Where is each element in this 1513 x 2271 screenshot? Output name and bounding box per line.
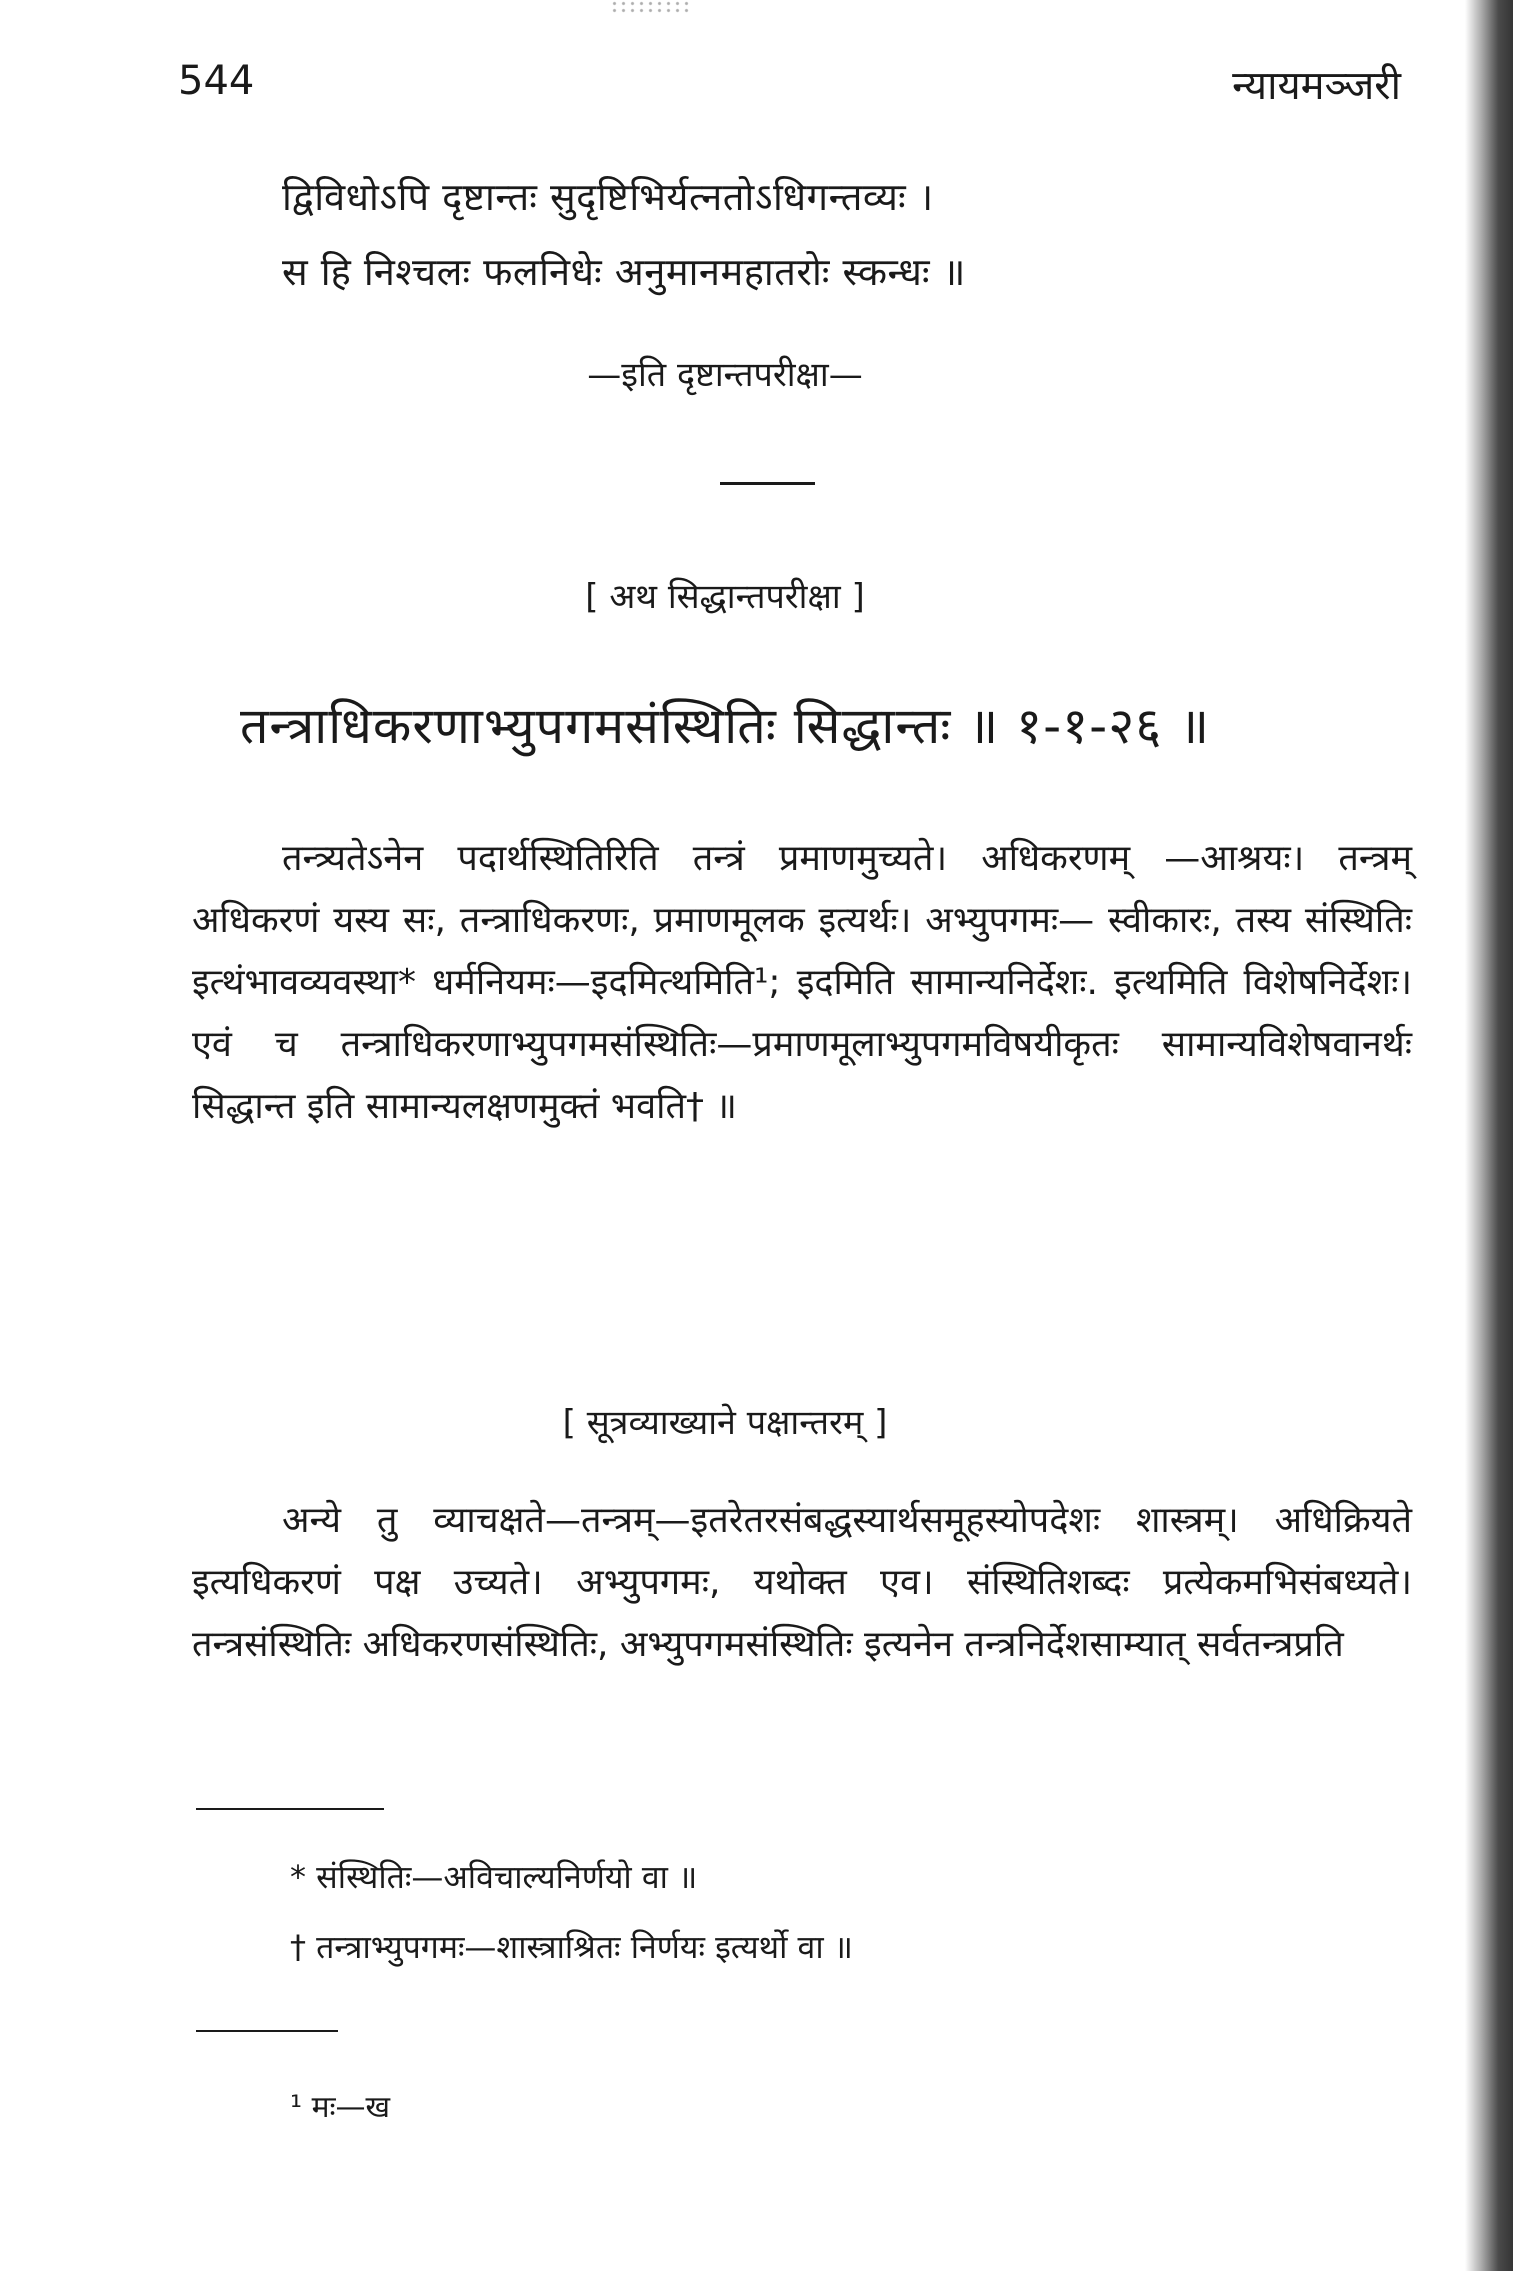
footnote-rule <box>196 1808 384 1810</box>
commentary-paragraph-2 <box>192 1490 1412 1676</box>
verse-line-2: स हि निश्चलः फलनिधेः अनुमानमहातरोः स्कन्धः ॥ <box>282 250 966 294</box>
running-title: न्यायमञ्जरी <box>1232 63 1401 109</box>
section-heading: [ अथ सिद्धान्तपरीक्षा ] <box>585 577 865 617</box>
footnote-dagger: † तन्त्राभ्युपगमः—शास्त्राश्रितः निर्णयः इत्यर्थो वा ॥ <box>290 1928 853 1966</box>
page-number: 544 <box>178 58 255 104</box>
verse-line-1: द्विविधोऽपि दृष्टान्तः सुदृष्टिभिर्यत्नतोऽधिगन्तव्यः । <box>282 175 934 219</box>
section-divider <box>720 482 815 485</box>
book-spine-shadow <box>1465 0 1513 2271</box>
subheading: [ सूत्रव्याख्याने पक्षान्तरम् ] <box>562 1403 888 1443</box>
variant-reading-note: ¹ मः—ख <box>290 2090 391 2125</box>
footnote-star: * संस्थितिः—अविचाल्यनिर्णयो वा ॥ <box>290 1858 698 1896</box>
section-end-marker: —इति दृष्टान्तपरीक्षा— <box>587 355 863 395</box>
scan-speck <box>610 0 690 14</box>
paragraph-1-text: तन्त्र्यतेऽनेन पदार्थस्थितिरिति तन्त्रं प्रमाणमुच्यते। अधिकरणम् —आश्रयः। तन्त्रम् अधिकरणं यस्य सः, तन्त्राधिकरणः, प्रमाणमूलक इत्यर्थः। अभ्युपगमः— स्वीकारः, तस्य संस्थितिः इत्थंभावव्यवस्था* धर्मनियमः—इदमित्थमिति¹; इदमिति सामान्यनिर्देशः. इत्थमिति विशेषनिर्देशः। एवं च तन्त्राधिकरणाभ्युपगमसंस्थितिः—प्रमाणमूलाभ्युपगमविषयीकृतः सामान्यविशेषवानर्थः सिद्धान्त इति सामान्यलक्षणमुक्तं भवति† ॥ <box>192 838 1412 1127</box>
commentary-paragraph-1 <box>192 828 1412 1138</box>
paragraph-2-text: अन्ये तु व्याचक्षते—तन्त्रम्—इतरेतरसंबद्धस्यार्थसमूहस्योपदेशः शास्त्रम्। अधिक्रियते इत्यधिकरणं पक्ष उच्यते। अभ्युपगमः, यथोक्त एव। संस्थितिशब्दः प्रत्येकमभिसंबध्यते। तन्त्रसंस्थितिः अधिकरणसंस्थितिः, अभ्युपगमसंस्थितिः इत्यनेन तन्त्रनिर्देशसाम्यात् सर्वतन्त्रप्रति <box>192 1500 1412 1665</box>
variant-rule <box>196 2030 338 2032</box>
sutra-text: तन्त्राधिकरणाभ्युपगमसंस्थितिः सिद्धान्तः ॥ १-१-२६ ॥ <box>239 697 1211 755</box>
